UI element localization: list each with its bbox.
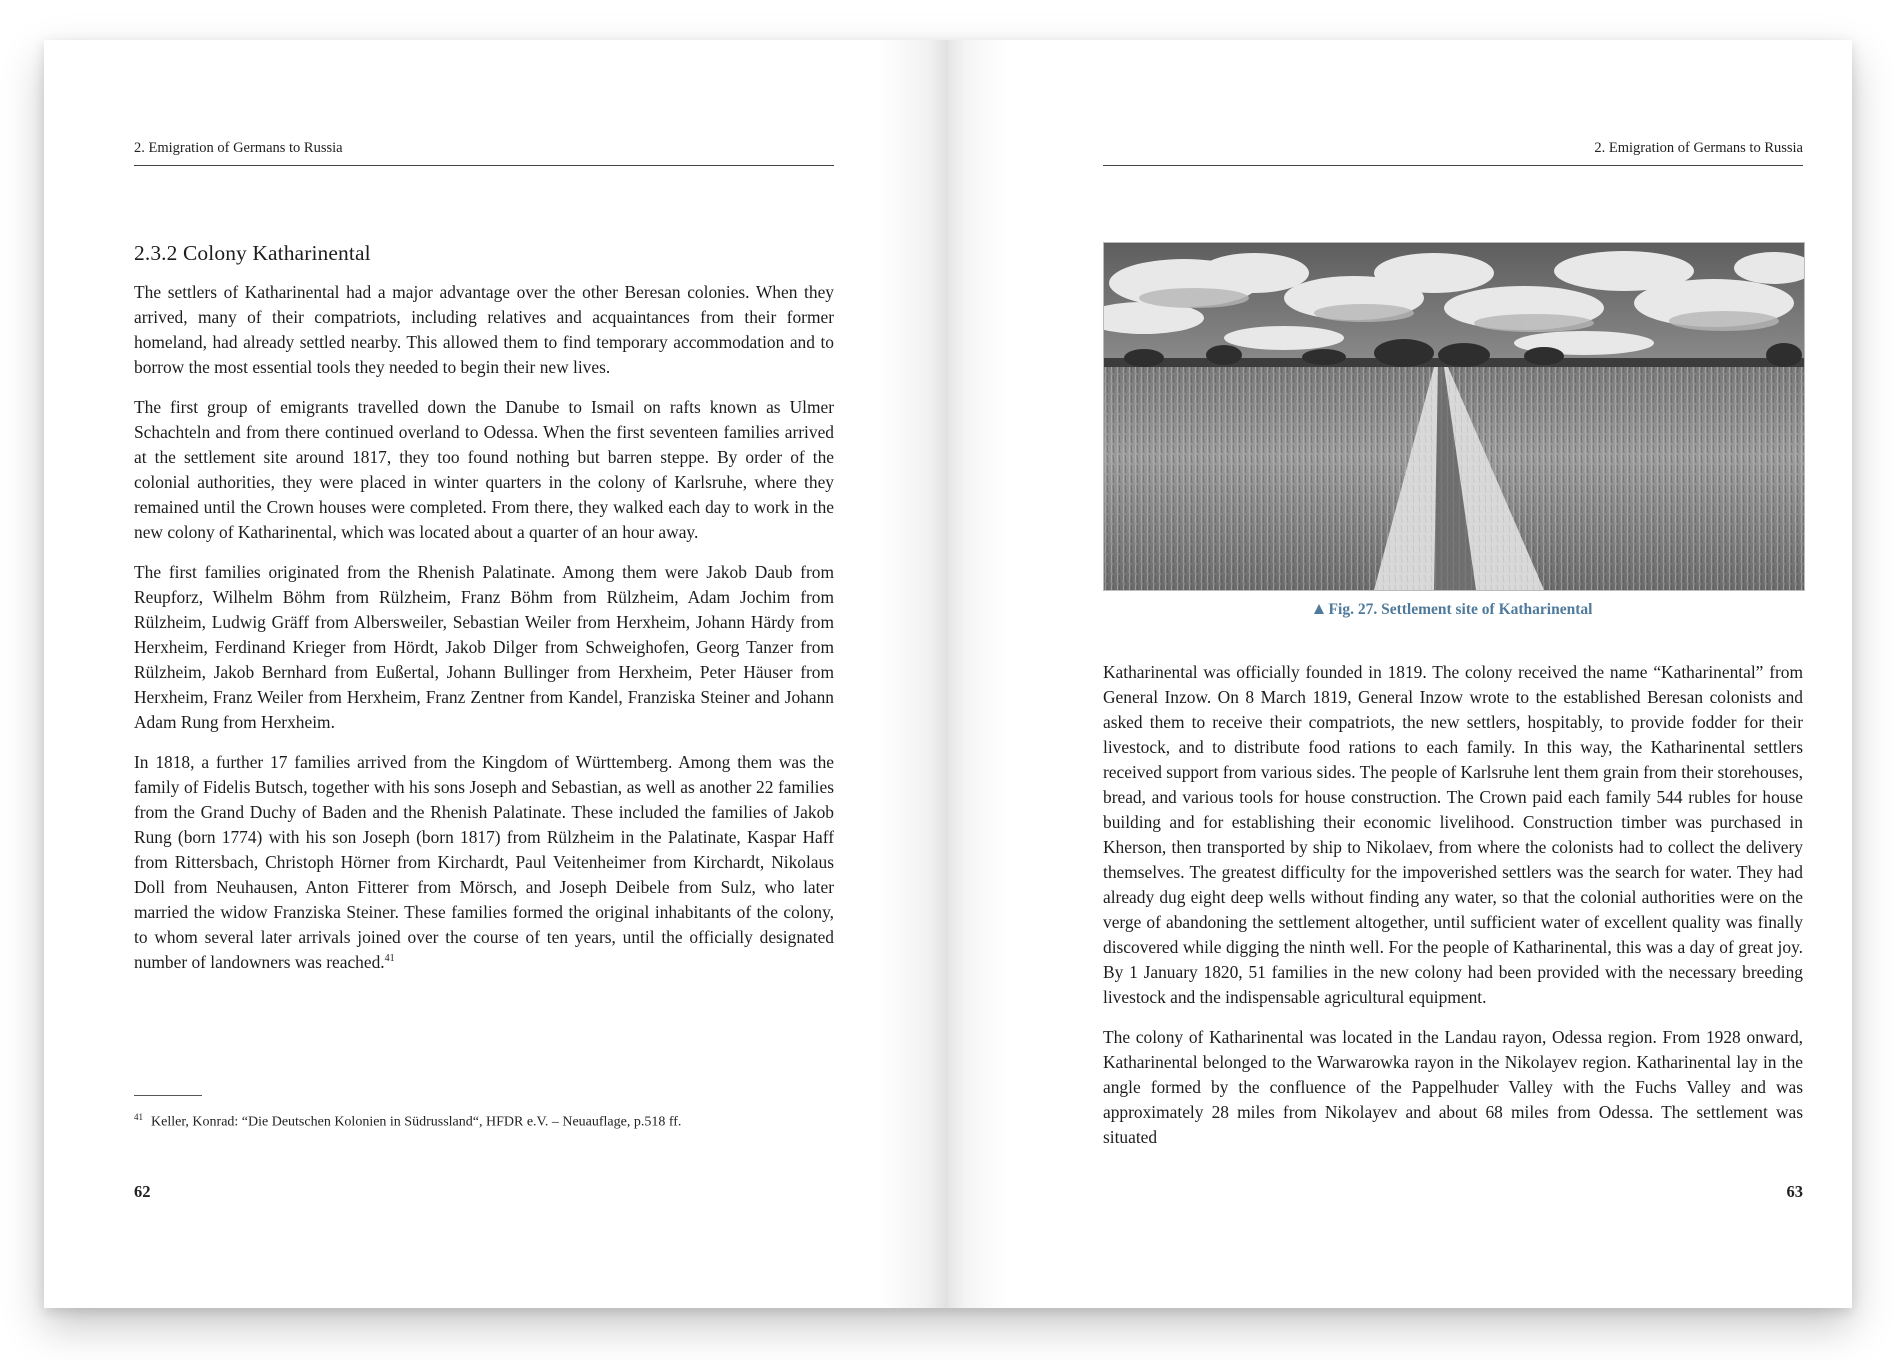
figure-caption-text: Fig. 27. Settlement site of Katharinental [1328, 601, 1593, 618]
footnote [134, 1108, 834, 1132]
left-page [44, 40, 948, 1308]
page-number: 63 [1786, 1182, 1803, 1201]
gutter-shadow [948, 40, 1008, 1308]
settlement-photo [1103, 242, 1805, 591]
paragraph: The settlers of Katharinental had a major advantage over the other Beresan colonies. When they arrived, many of their compatriots, including relatives and acquaintances from their former homeland, had already settled nearby. This allowed them to find temporary accommodation and to borrow the most essential tools they needed to begin their new lives. [134, 282, 834, 377]
paragraph: The first families originated from the Rhenish Palatinate. Among them were Jakob Daub from Reupforz, Wilhelm Böhm from Rülzheim, Franz Böhm from Rülzheim, Adam Jochim from Rülzheim, Ludwig Gräff from Albersweiler, Sebastian Weiler from Herxheim, Johann Härdy from Herxheim, Ferdinand Krieger from Hördt, Jakob Dilger from Schweighofen, Georg Tanzer from Rülzheim, Jakob Bernhard from Eußertal, Johann Bullinger from Herxheim, Peter Häuser from Herxheim, Franz Weiler from Herxheim, Franz Zentner from Kandel, Franziska Steiner and Johann Adam Rung from Herxheim. [134, 562, 834, 732]
footnote-divider [134, 1095, 202, 1096]
page-number: 62 [134, 1182, 151, 1201]
gutter-shadow [878, 40, 948, 1308]
running-head: 2. Emigration of Germans to Russia [1103, 140, 1803, 166]
paragraph [134, 750, 834, 975]
left-page-body [134, 240, 834, 990]
right-page-body [1103, 660, 1803, 1165]
running-head: 2. Emigration of Germans to Russia [134, 140, 834, 166]
book-spread [44, 40, 1852, 1308]
paragraph-text: In 1818, a further 17 families arrived from the Kingdom of Württemberg. Among them was the family of Fidelis Butsch, together with his sons Joseph and Sebastian, as well as another 22 families from the Grand Duchy of Baden and the Rhenish Palatinate. These included the families of Jakob Rung (born 1774) with his son Joseph (born 1817) from Rülzheim in the Palatinate, Kaspar Haff from Rittersbach, Christoph Hörner from Kirchardt, Paul Veitenheimer from Kirchardt, Nikolaus Doll from Neuhausen, Anton Fitterer from Mörsch, and Joseph Deibele from Sulz, who later married the widow Franziska Steiner. These families formed the original inhabitants of the colony, to whom several later arrivals joined over the course of ten years, until the officially designated number of landowners was reached. [134, 752, 834, 972]
footnote-mark: 41 [134, 1112, 143, 1122]
right-page [948, 40, 1852, 1308]
footnote-reference[interactable]: 41 [384, 953, 395, 965]
paragraph: Katharinental was officially founded in 1819. The colony received the name “Katharinental” from General Inzow. On 8 March 1819, General Inzow wrote to the established Beresan colonists and asked them to receive their compatriots, the new settlers, hospitably, to provide fodder for their livestock, and to distribute food rations to each family. In this way, the Katharinental settlers received support from various sides. The people of Karlsruhe lent them grain from their storehouses, bread, and various tools for house construction. The Crown paid each family 544 rubles for house building and for establishing their economic livelihood. Construction timber was purchased in Kherson, then transported by ship to Nikolaev, from where the colonists had to collect the delivery themselves. The greatest difficulty for the impoverished settlers was the search for water. They had already dug eight deep wells without finding any water, so that the colonial authorities were on the verge of abandoning the settlement altogether, until sufficient water of excellent quality was finally discovered while digging the ninth well. For the people of Katharinental, this was a day of great joy. By 1 January 1820, 51 families in the new colony had been provided with the necessary breeding livestock and the indispensable agricultural equipment. [1103, 662, 1803, 1007]
figure-caption [1103, 601, 1803, 619]
footnote-text: Keller, Konrad: “Die Deutschen Kolonien in Südrussland“, HFDR e.V. – Neuauflage, p.518 ff. [151, 1114, 682, 1130]
triangle-up-icon [1314, 604, 1324, 614]
paragraph: The first group of emigrants travelled down the Danube to Ismail on rafts known as Ulmer Schachteln and from there continued overland to Odessa. When the first seventeen families arrived at the settlement site around 1817, they too found nothing but barren steppe. By order of the colonial authorities, they were placed in winter quarters in the colony of Karlsruhe, where they remained until the Crown houses were completed. From there, they walked each day to work in the new colony of Katharinental, which was located about a quarter of an hour away. [134, 397, 834, 542]
paragraph: The colony of Katharinental was located in the Landau rayon, Odessa region. From 1928 onward, Katharinental belonged to the Warwarowka rayon in the Nikolayev region. Katharinental lay in the angle formed by the confluence of the Pappelhuder Valley with the Fuchs Valley and was approximately 28 miles from Nikolayev and about 68 miles from Odessa. The settlement was situated [1103, 1027, 1803, 1147]
section-title: 2.3.2 Colony Katharinental [134, 241, 371, 265]
